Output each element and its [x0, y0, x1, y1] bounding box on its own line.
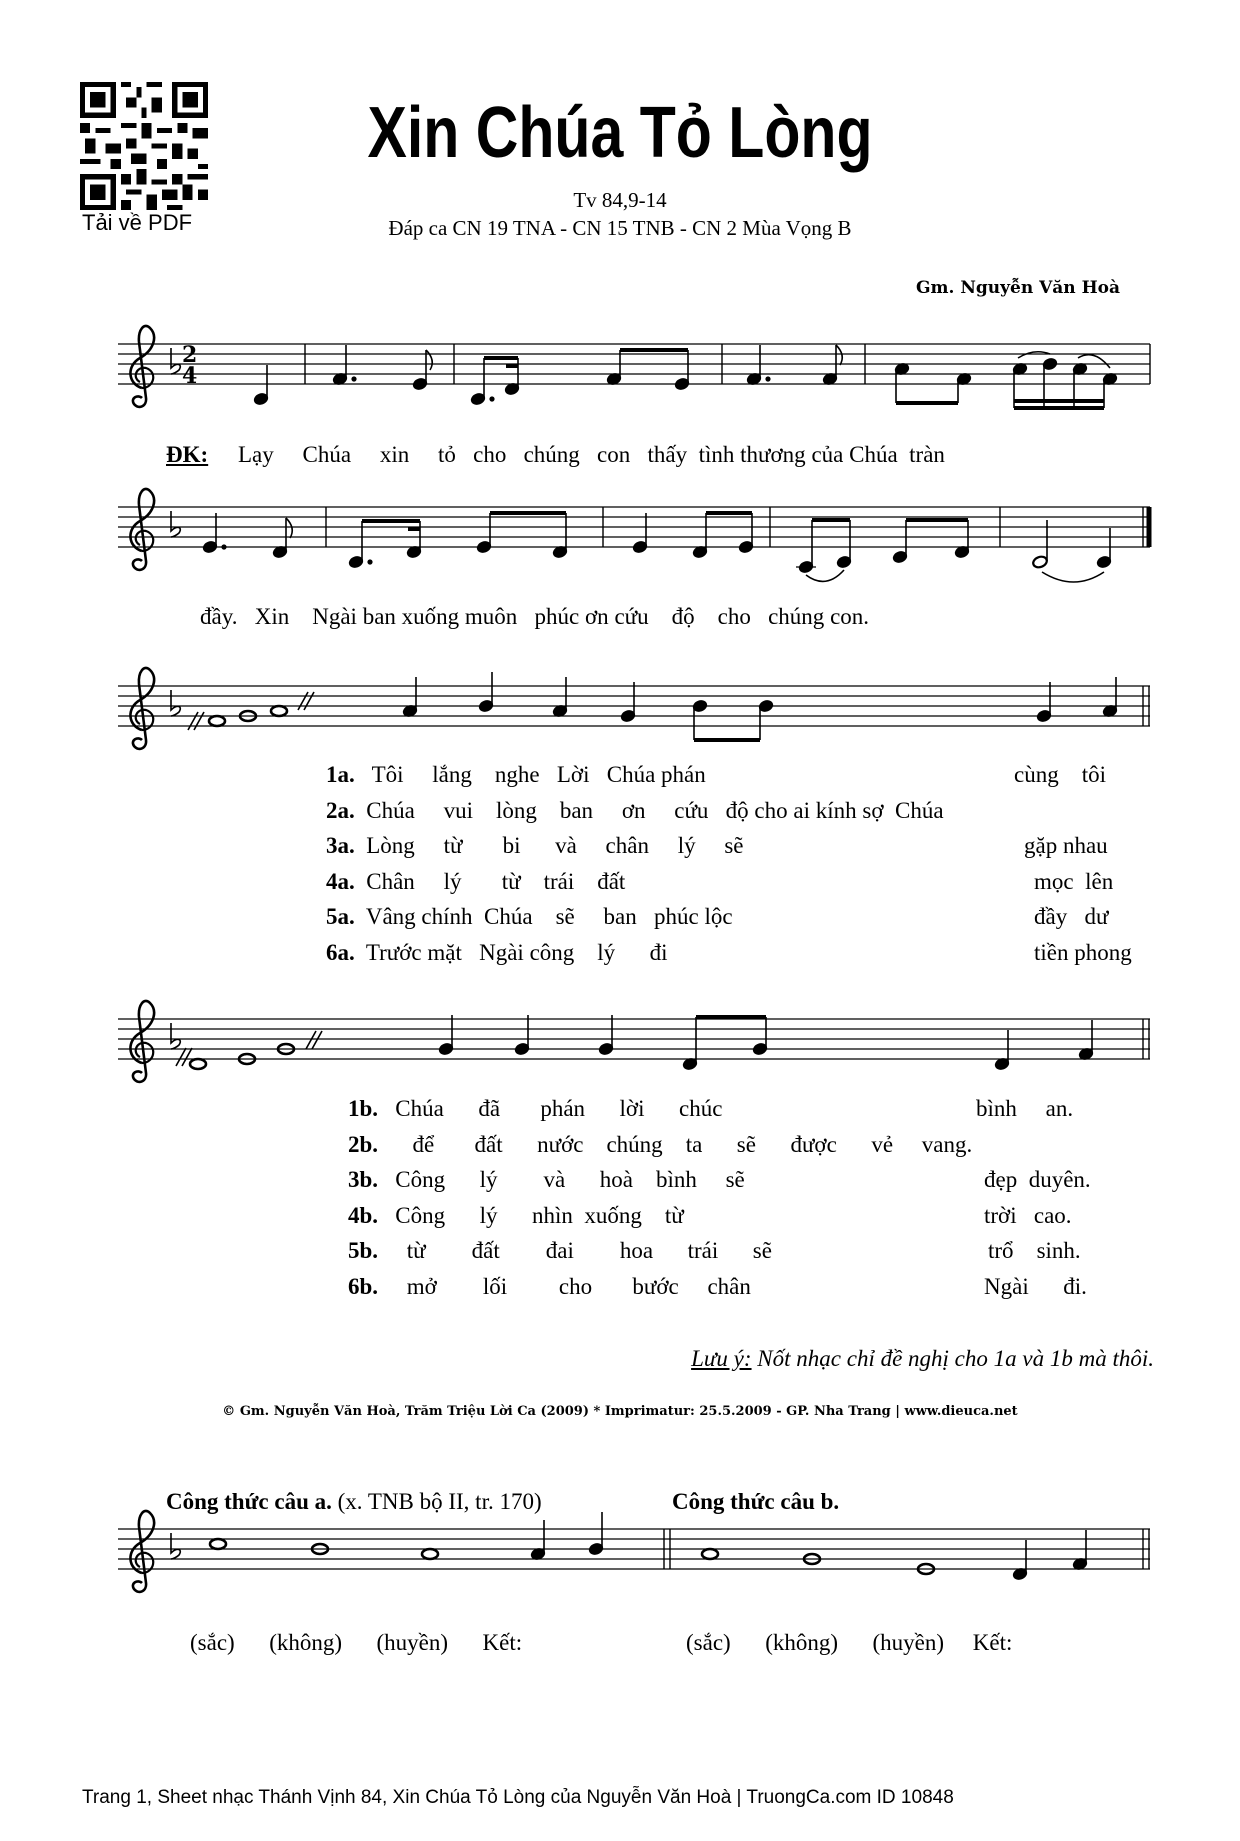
- note-label: Lưu ý:: [691, 1346, 752, 1371]
- verse-line: 5b. từ đất đai hoa trái sẽ trổ sinh.: [348, 1238, 1081, 1263]
- psalm-reference: Tv 84,9-14: [573, 188, 667, 212]
- formula-a-heading: Công thức câu a. (x. TNB bộ II, tr. 170): [166, 1489, 542, 1514]
- time-signature-bottom: 4: [182, 363, 198, 389]
- staff-3: [118, 668, 1150, 749]
- verses-a: [326, 762, 1132, 975]
- verse-line: 6b. mở lối cho bước chân Ngài đi.: [348, 1273, 1087, 1299]
- verse-line: 4a. Chân lý từ trái đất mọc lên: [326, 868, 1114, 894]
- performance-note: [691, 1346, 1154, 1372]
- refrain-label: ĐK:: [166, 442, 209, 467]
- verse-line: 4b. Công lý nhìn xuống từ trời cao.: [348, 1202, 1072, 1228]
- note-text: Nốt nhạc chỉ đề nghị cho 1a và 1b mà thôi.: [757, 1346, 1154, 1371]
- formula-b-heading: Công thức câu b.: [672, 1489, 840, 1514]
- verse-line: 3a. Lòng từ bi và chân lý sẽ gặp nhau: [326, 833, 1108, 858]
- composer: Gm. Nguyễn Văn Hoà: [916, 278, 1120, 298]
- staff-formula: [118, 1511, 1150, 1592]
- verse-line: 5a. Vâng chính Chúa sẽ ban phúc lộc đầy dư: [326, 904, 1109, 929]
- verse-line: 1a. Tôi lắng nghe Lời Chúa phán cùng tôi: [326, 762, 1106, 787]
- refrain-line-2: đầy. Xin Ngài ban xuống muôn phúc ơn cứu độ cho chúng con.: [200, 604, 870, 629]
- verse-line: 6a. Trước mặt Ngài công lý đi tiền phong: [326, 939, 1132, 965]
- time-signature-top: 2: [182, 342, 198, 368]
- verses-b: [348, 1096, 1091, 1309]
- verse-line: 2b. để đất nước chúng ta sẽ được vẻ vang.: [348, 1131, 973, 1157]
- qr-download-label[interactable]: Tải về PDF: [82, 210, 193, 235]
- staff-4: [118, 1001, 1150, 1082]
- verse-line: 2a. Chúa vui lòng ban ơn cứu độ cho ai kính sợ Chúa: [326, 797, 944, 823]
- page-footer: Trang 1, Sheet nhạc Thánh Vịnh 84, Xin Chúa Tỏ Lòng của Nguyễn Văn Hoà | TruongCa.com ID 10848: [82, 1787, 954, 1808]
- song-title: Xin Chúa Tỏ Lòng: [367, 93, 873, 173]
- verse-line: 1b. Chúa đã phán lời chúc bình an.: [348, 1096, 1074, 1121]
- copyright-line: © Gm. Nguyễn Văn Hoà, Trăm Triệu Lời Ca (2009) * Imprimatur: 25.5.2009 - GP. Nha Trang | www.dieuca.net: [222, 1404, 1018, 1419]
- verse-line: 3b. Công lý và hoà bình sẽ đẹp duyên.: [348, 1167, 1091, 1192]
- formula-a-labels: (sắc) (không) (huyền) Kết:: [190, 1630, 523, 1655]
- staff-2: [118, 489, 1150, 582]
- liturgical-occasion: Đáp ca CN 19 TNA - CN 15 TNB - CN 2 Mùa Vọng B: [388, 216, 852, 240]
- staff-1: [118, 326, 1150, 408]
- formula-b-labels: (sắc) (không) (huyền) Kết:: [686, 1630, 1013, 1655]
- refrain-line-1: Lạy Chúa xin tỏ cho chúng con thấy tình thương của Chúa tràn: [238, 442, 945, 467]
